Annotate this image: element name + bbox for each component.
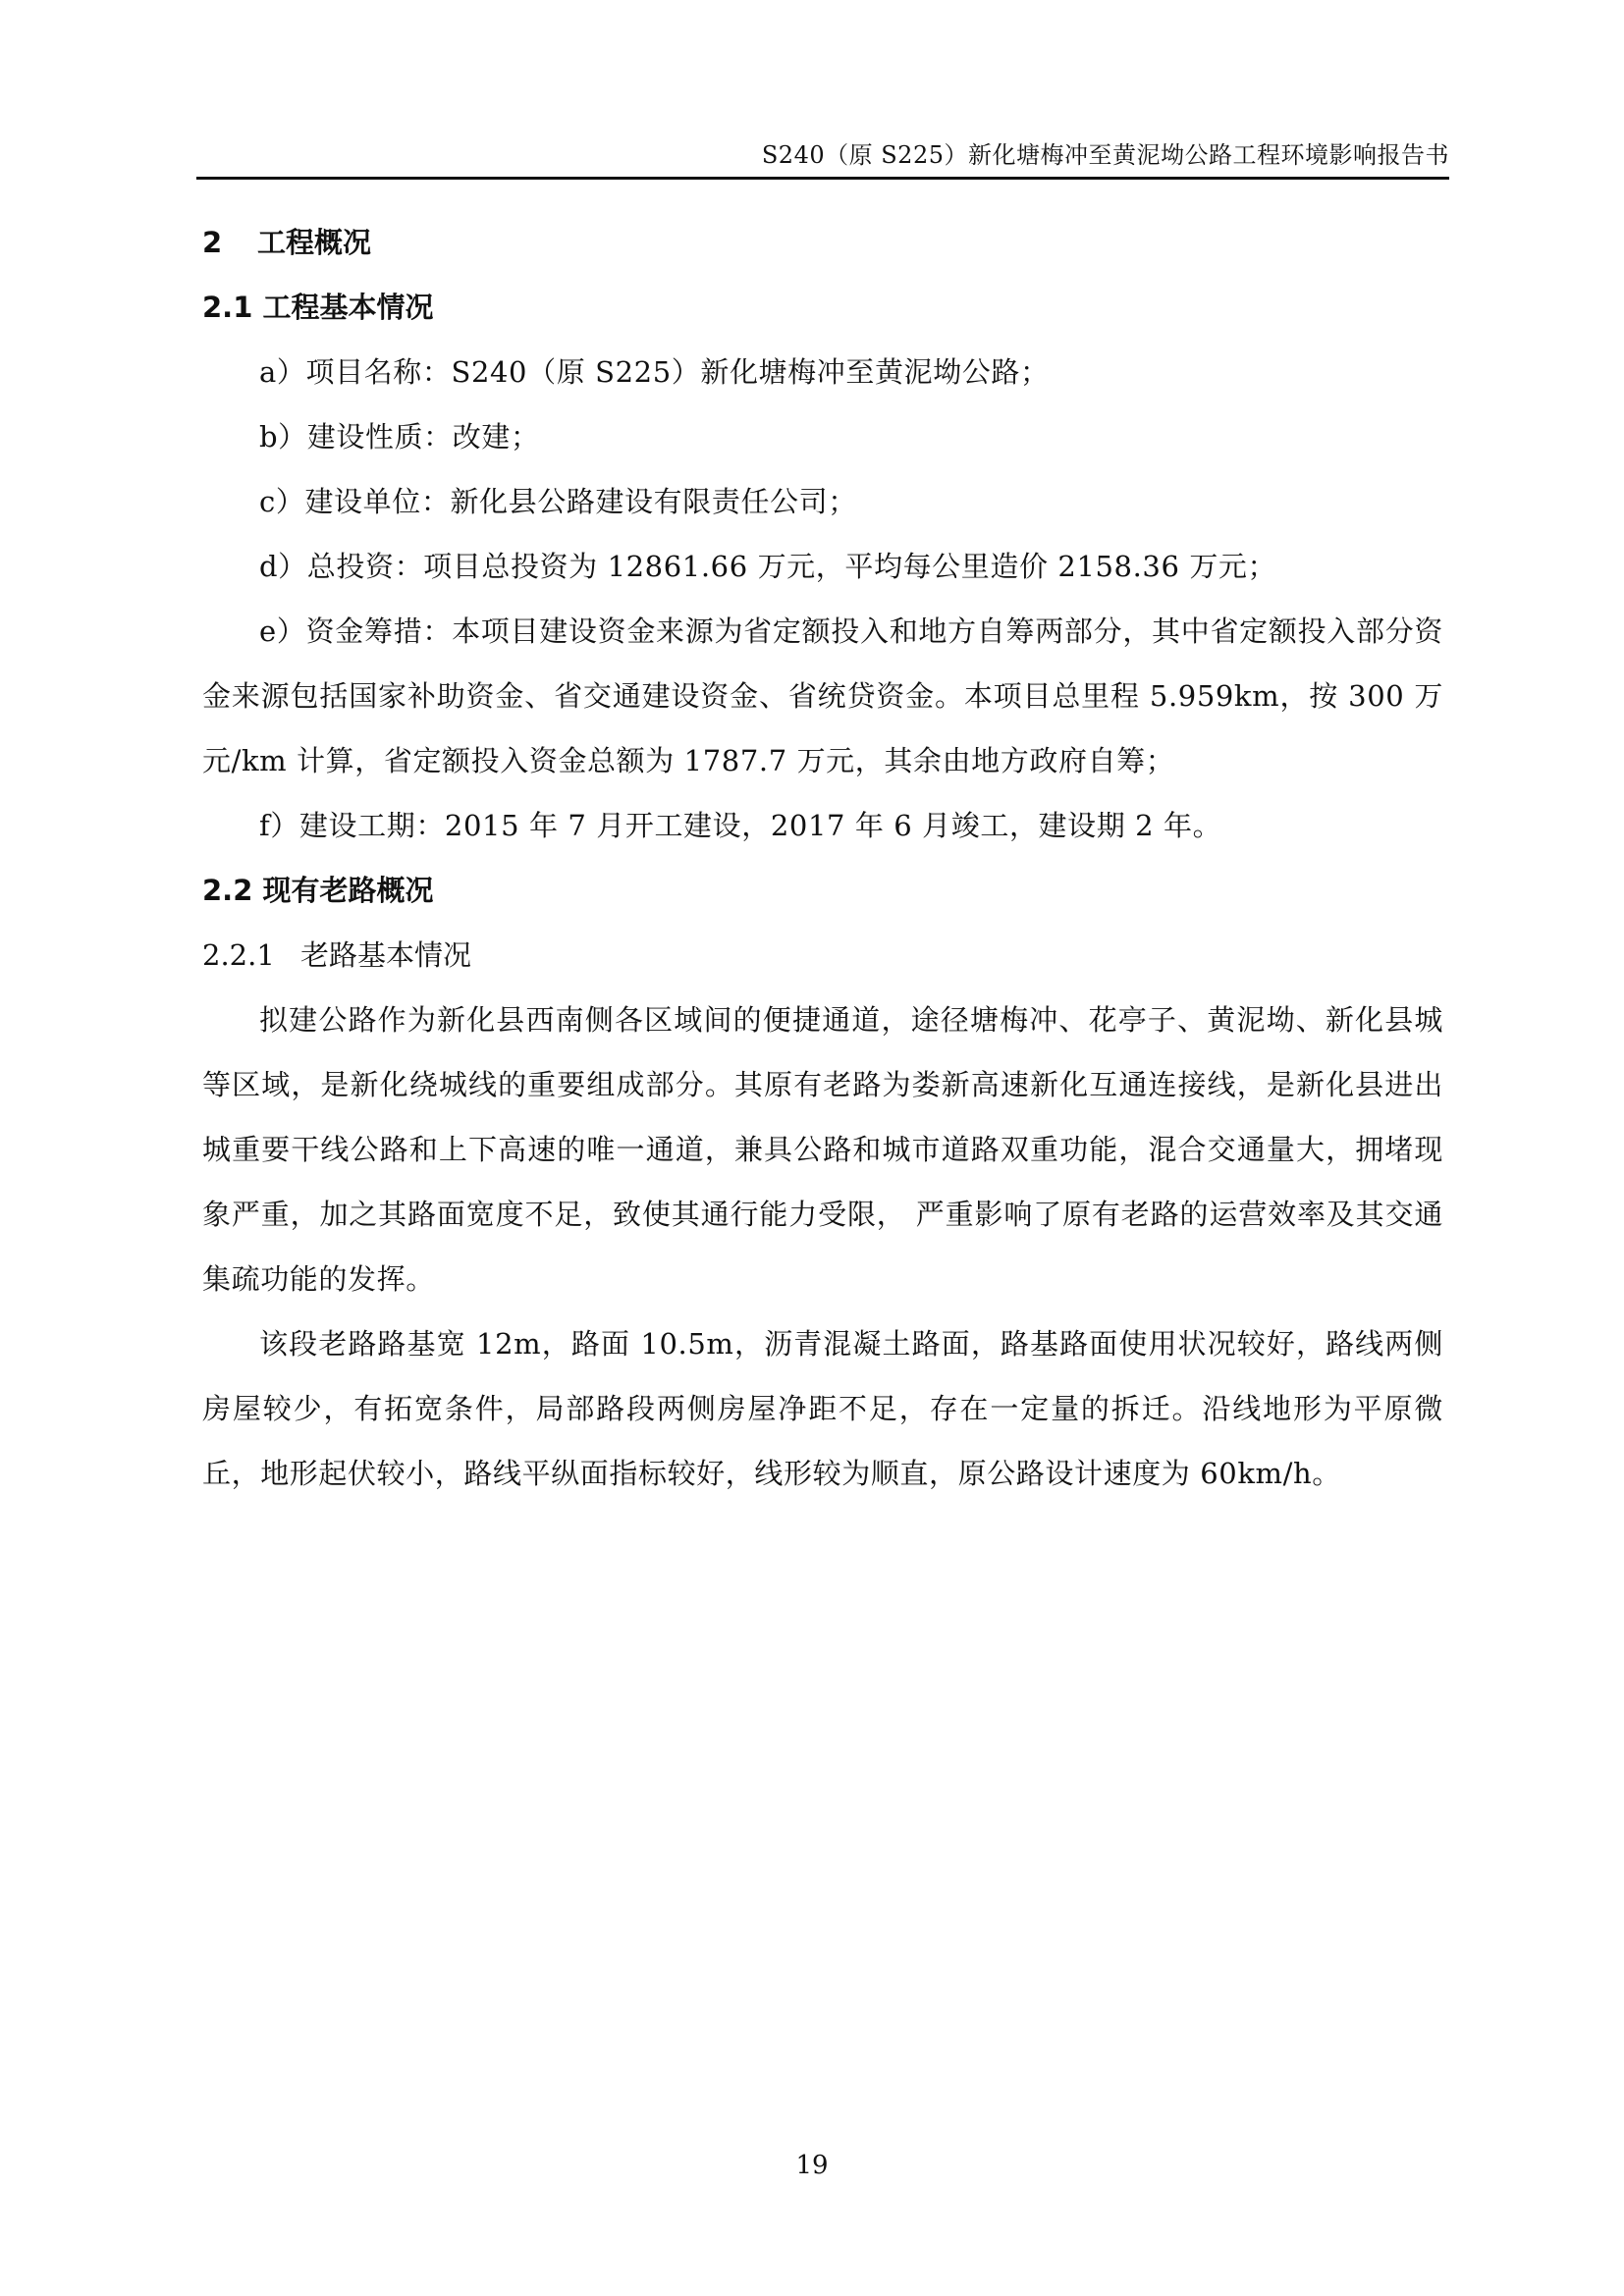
page-number: 19	[795, 2151, 829, 2180]
section-number: 2.2	[202, 874, 253, 907]
section-number: 2.2.1	[202, 938, 275, 972]
old-road-paragraph-1: 拟建公路作为新化县西南侧各区域间的便捷通道，途径塘梅冲、花亭子、黄泥坳、新化县城等区域，是新化绕城线的重要组成部分。其原有老路为娄新高速新化互通连接线，是新化县进出城重要干线公路和上下高速的唯一通道，兼具公路和城市道路双重功能，混合交通量大，拥堵现象严重，加之其路面宽度不足，致使其通行能力受限， 严重影响了原有老路的运营效率及其交通集疏功能的发挥。	[202, 1003, 1443, 1296]
section-title: 工程基本情况	[262, 291, 434, 324]
section-title: 老路基本情况	[300, 938, 472, 972]
header-rule	[196, 177, 1449, 180]
section-number: 2	[202, 226, 223, 259]
info-item-d: d）总投资：项目总投资为 12861.66 万元，平均每公里造价 2158.36 万元；	[259, 550, 1277, 583]
running-header: S240（原 S225）新化塘梅冲至黄泥坳公路工程环境影响报告书	[761, 141, 1449, 169]
info-item-f: f）建设工期：2015 年 7 月开工建设，2017 年 6 月竣工，建设期 2 年。	[259, 809, 1222, 842]
section-title: 工程概况	[257, 226, 372, 259]
old-road-paragraph-2: 该段老路路基宽 12m，路面 10.5m，沥青混凝土路面，路基路面使用状况较好，路线两侧房屋较少，有拓宽条件，局部路段两侧房屋净距不足，存在一定量的拆迁。沿线地形为平原微丘，地形起伏较小，路线平纵面指标较好，线形较为顺直，原公路设计速度为 60km/h。	[202, 1327, 1443, 1490]
section-title: 现有老路概况	[262, 874, 434, 907]
page-body	[202, 210, 1443, 1506]
section-number: 2.1	[202, 291, 253, 324]
section-heading-2-1	[202, 275, 1443, 340]
info-item-c: c）建设单位：新化县公路建设有限责任公司；	[259, 485, 857, 518]
info-item-b: b）建设性质：改建；	[259, 420, 540, 454]
section-heading-2-2	[202, 858, 1443, 923]
section-heading-2	[202, 210, 1443, 275]
info-item-e: e）资金筹措：本项目建设资金来源为省定额投入和地方自筹两部分，其中省定额投入部分资金来源包括国家补助资金、省交通建设资金、省统贷资金。本项目总里程 5.959km，按 300 万元/km 计算，省定额投入资金总额为 1787.7 万元，其余由地方政府自筹；	[202, 614, 1443, 777]
info-item-a: a）项目名称：S240（原 S225）新化塘梅冲至黄泥坳公路；	[259, 355, 1050, 389]
section-heading-2-2-1	[202, 923, 1443, 988]
